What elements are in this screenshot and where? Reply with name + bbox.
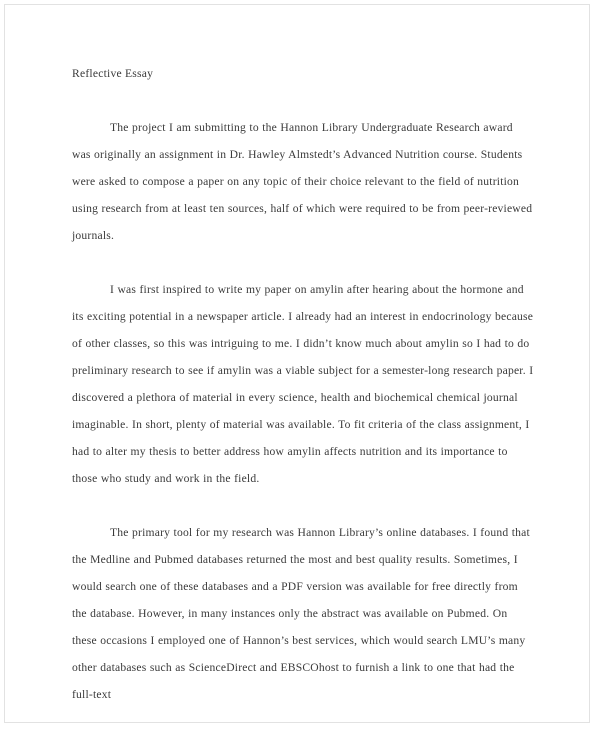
- paragraph-spacer-1: [72, 249, 534, 276]
- title-spacer: [72, 87, 534, 114]
- paragraph-2: I was first inspired to write my paper on amylin after hearing about the hormone and its exciting potential in a newspaper article. I already had an interest in endocrinology because of other classes, so this was intriguing to me. I didn’t know much about amylin so I had to do preliminary research to see if amylin was a viable subject for a semester-long research paper. I discovered a plethora of material in every science, health and biochemical chemical journal imaginable. In short, plenty of material was available. To fit criteria of the class assignment, I had to alter my thesis to better address how amylin affects nutrition and its importance to those who study and work in the field.: [72, 283, 534, 485]
- document-body: [72, 60, 534, 708]
- document-page: [4, 4, 590, 723]
- paragraph-3: The primary tool for my research was Hannon Library’s online databases. I found that the Medline and Pubmed databases returned the most and best quality results. Sometimes, I would search one of these databases and a PDF version was available for free directly from the database. However, in many instances only the abstract was available on Pubmed. On these occasions I employed one of Hannon’s best services, which would search LMU’s many other databases such as ScienceDirect and EBSCOhost to furnish a link to one that had the full-text: [72, 526, 530, 701]
- document-title: Reflective Essay: [72, 67, 154, 80]
- paragraph-spacer-2: [72, 492, 534, 519]
- paragraph-1: The project I am submitting to the Hannon Library Undergraduate Research award was originally an assignment in Dr. Hawley Almstedt’s Advanced Nutrition course. Students were asked to compose a paper on any topic of their choice relevant to the field of nutrition using research from at least ten sources, half of which were required to be from peer-reviewed journals.: [72, 121, 533, 242]
